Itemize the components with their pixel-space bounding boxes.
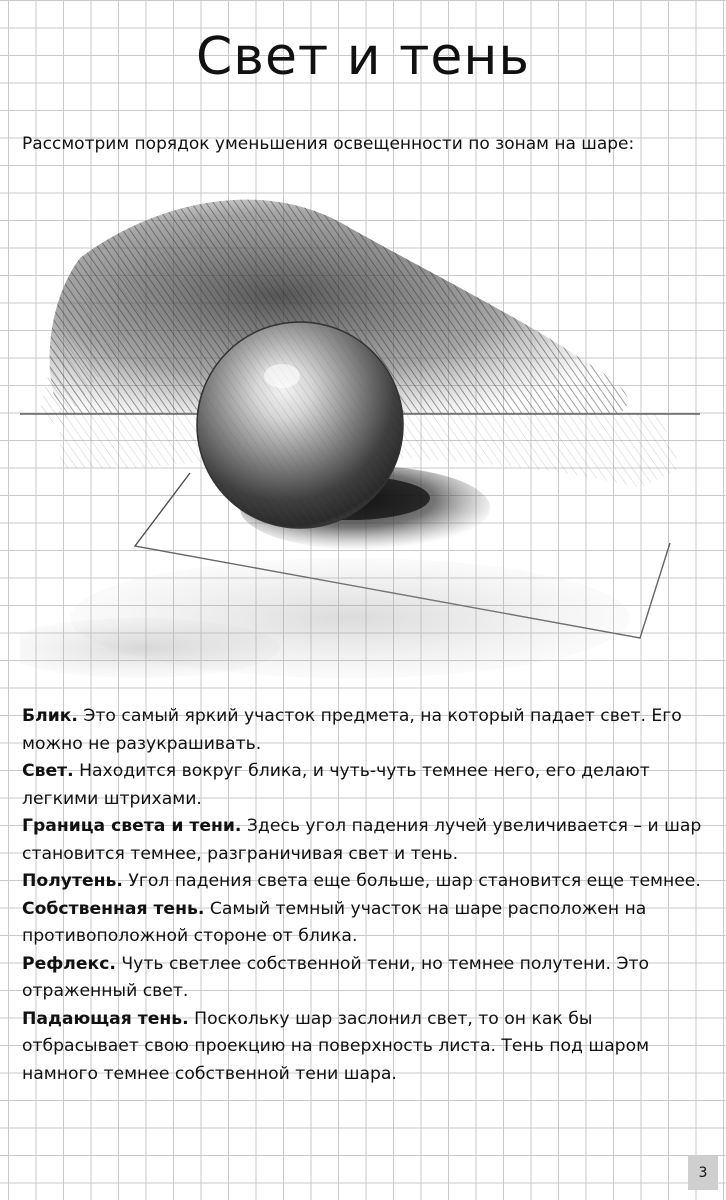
definition-text: Это самый яркий участок предмета, на который падает свет. Его можно не разукрашивать. [22, 706, 682, 754]
definition-term: Падающая тень. [22, 1008, 189, 1029]
definition-item [22, 758, 712, 813]
definition-item [22, 951, 712, 1006]
definition-text: Здесь угол падения лучей увеличивается – и шар становится темнее, разграничивая свет и тень. [22, 816, 702, 864]
sphere-drawing [20, 168, 700, 688]
definition-text: Самый темный участок на шаре расположен на противоположной стороне от блика. [22, 898, 647, 946]
definition-item [22, 896, 712, 951]
definition-term: Свет. [22, 761, 74, 781]
definition-item [22, 868, 712, 896]
definition-text: Находится вокруг блика, и чуть-чуть темнее него, его делают легкими штрихами. [22, 761, 650, 809]
definition-item [22, 1006, 712, 1089]
definitions-list [22, 703, 712, 1088]
definition-text: Чуть светлее собственной тени, но темнее полутени. Это отраженный свет. [22, 953, 649, 1001]
definition-text: Угол падения света еще больше, шар становится еще темнее. [122, 871, 701, 891]
definition-item [22, 813, 712, 868]
definition-text: Поскольку шар заслонил свет, то он как бы отбрасывает свою проекцию на поверхность листа. Тень под шаром намного темнее собственной тени шара. [22, 1008, 650, 1084]
definition-item [22, 703, 712, 758]
definition-term: Собственная тень. [22, 898, 205, 919]
definition-term: Граница света и тени. [22, 816, 242, 836]
sphere-drawing-svg [20, 168, 700, 688]
page-title: Свет и тень [195, 27, 531, 87]
page-number: 3 [688, 1156, 718, 1190]
definition-term: Блик. [22, 706, 78, 726]
definition-term: Полутень. [22, 871, 123, 891]
definition-term: Рефлекс. [22, 953, 116, 974]
intro-text: Рассмотрим порядок уменьшения освещенности по зонам на шаре: [22, 134, 635, 154]
